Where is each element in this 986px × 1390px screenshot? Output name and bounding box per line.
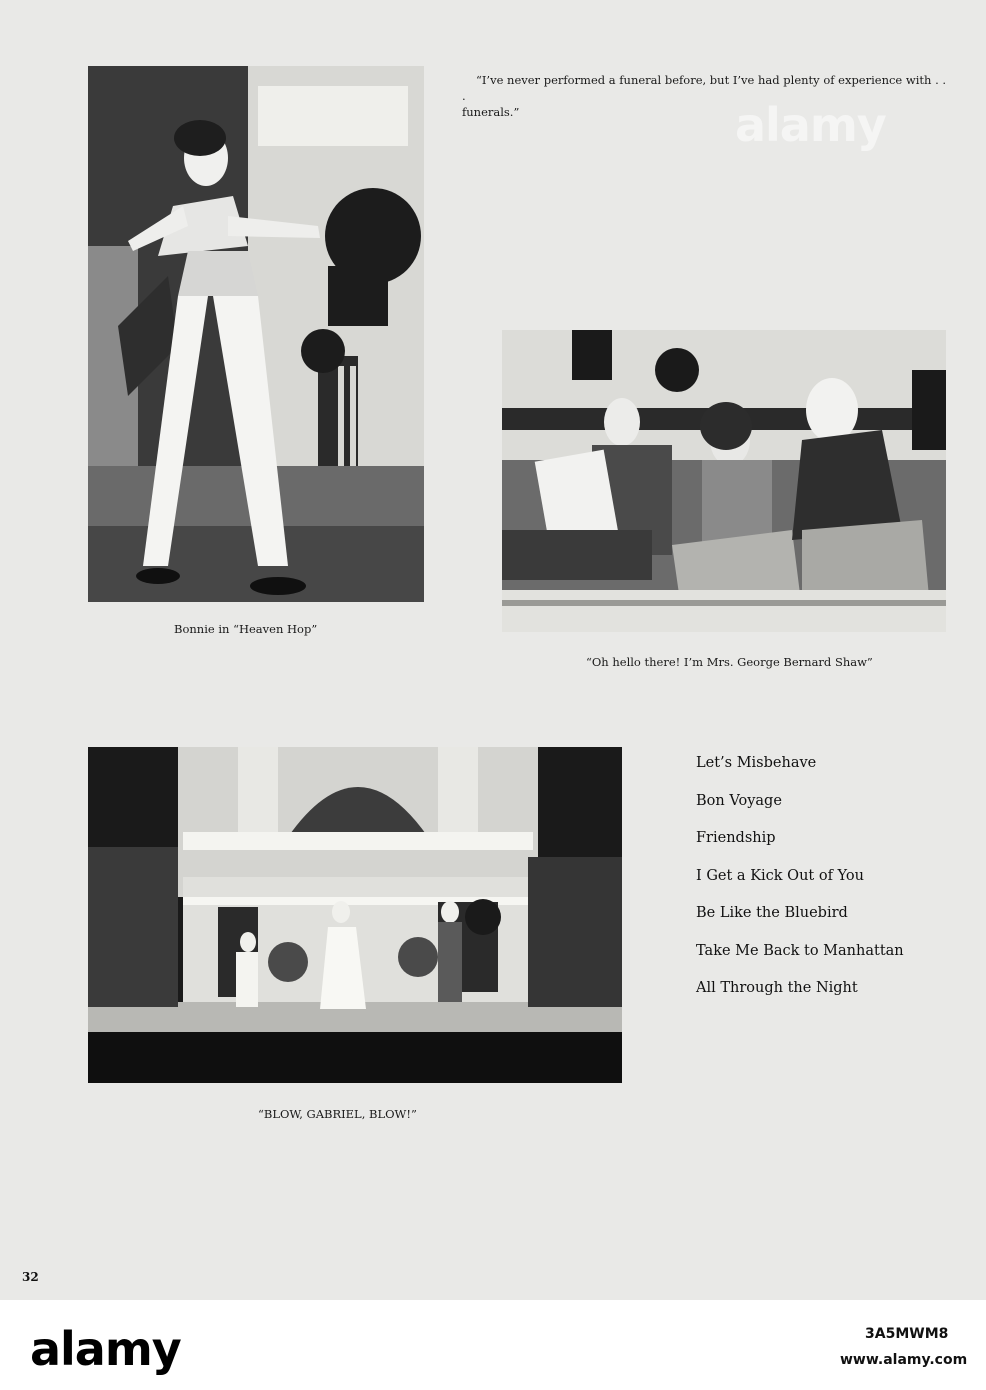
song-list bbox=[696, 752, 904, 1015]
song-item: Take Me Back to Manhattan bbox=[696, 942, 904, 959]
quote-line-2: funerals.” bbox=[462, 105, 520, 119]
watermark-logo: alamy bbox=[30, 1322, 181, 1376]
song-item: Bon Voyage bbox=[696, 792, 782, 809]
photo-mrs-shaw bbox=[502, 330, 946, 632]
song-item: Let’s Misbehave bbox=[696, 755, 817, 771]
page-number: 32 bbox=[22, 1270, 39, 1284]
photo-bonnie-heaven-hop bbox=[88, 66, 424, 602]
watermark-image-id: 3A5MWM8 bbox=[865, 1326, 949, 1342]
photo-2-caption: “Oh hello there! I’m Mrs. George Bernard Shaw” bbox=[586, 655, 873, 669]
photo-3-caption: “BLOW, GABRIEL, BLOW!” bbox=[258, 1107, 417, 1121]
watermark-url: www.alamy.com bbox=[840, 1352, 968, 1368]
faint-watermark-logo: alamy bbox=[735, 98, 886, 152]
song-item: Be Like the Bluebird bbox=[696, 905, 848, 921]
photo-1-caption: Bonnie in “Heaven Hop” bbox=[174, 622, 318, 636]
song-item: All Through the Night bbox=[696, 980, 858, 996]
photo-stage-image bbox=[88, 747, 622, 1083]
quote-line-1: “I’ve never performed a funeral before, but I’ve had plenty of experience with . . . bbox=[462, 73, 947, 103]
song-item: I Get a Kick Out of You bbox=[696, 867, 864, 884]
photo-mrs-shaw-image bbox=[502, 330, 946, 632]
song-item: Friendship bbox=[696, 830, 776, 846]
photo-blow-gabriel-blow bbox=[88, 747, 622, 1083]
photo-bonnie-image bbox=[88, 66, 424, 602]
